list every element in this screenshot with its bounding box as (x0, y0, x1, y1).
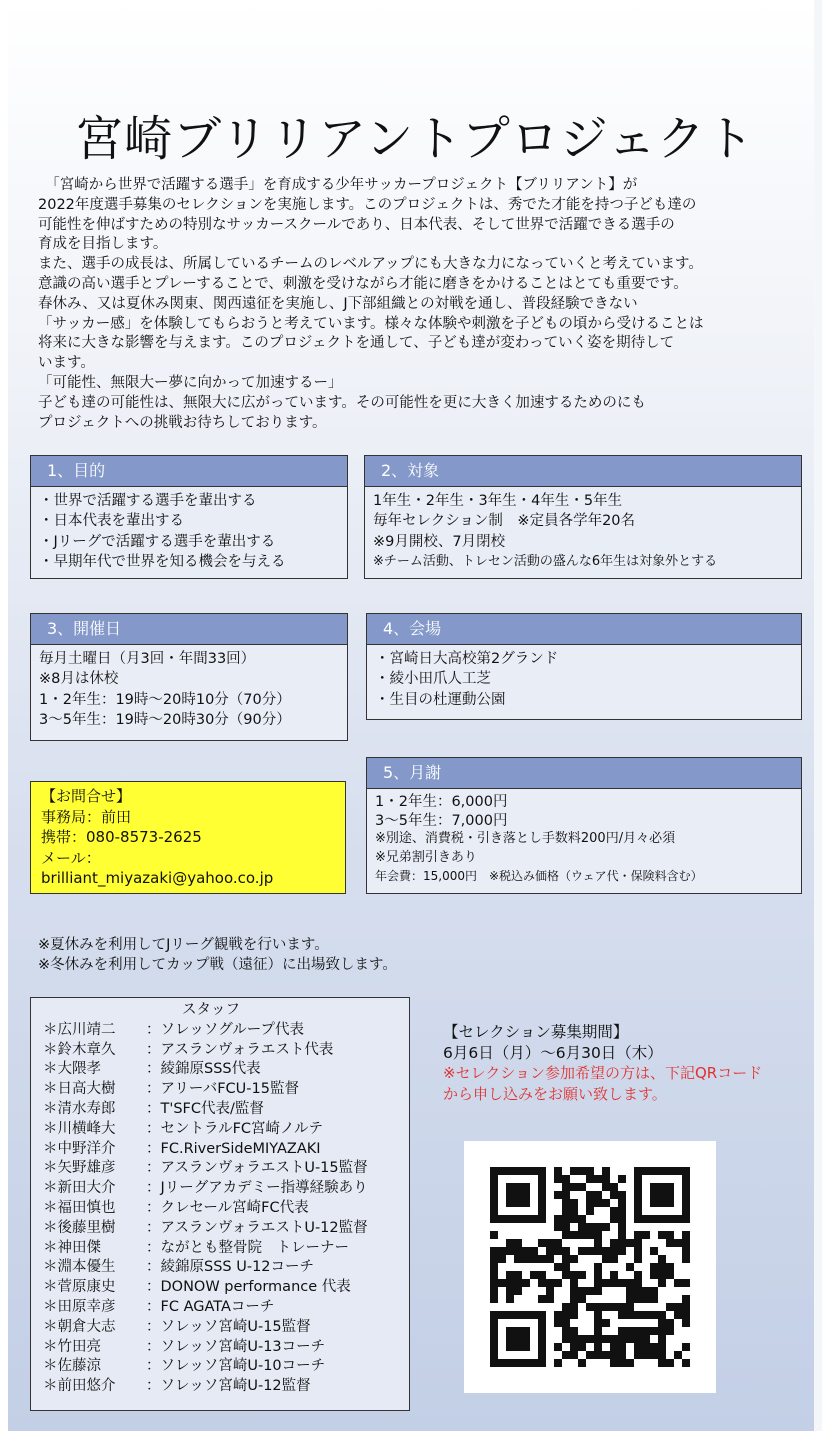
note-line: ※冬休みを利用してカップ戦（遠征）に出場致します。 (38, 957, 397, 973)
target-line: 1年生・2年生・3年生・4年生・5年生 (373, 493, 623, 509)
fee-body (367, 789, 801, 890)
fee-line: 年会費：15,000円 ※税込み価格（ウェア代・保険料含む） (375, 869, 703, 883)
staff-name: ＊日高大樹 (43, 1081, 116, 1098)
fee-line: 1・2年生：6,000円 (375, 794, 508, 810)
selection-info (443, 1022, 762, 1104)
page-title: 宮崎ブリリアントプロジェクト (75, 111, 755, 167)
intro-line: 春休み、又は夏休み関東、関西遠征を実施し、J下部組織との対戦を通し、普段経験できない (38, 295, 638, 312)
target-box (364, 455, 802, 579)
staff-row (43, 1239, 409, 1259)
staff-row (43, 1021, 409, 1041)
venue-item: ・宮崎日大高校第2グランド (375, 651, 559, 667)
contact-mail-label: メール： (41, 848, 101, 867)
venue-item: ・生目の杜運動公園 (375, 691, 506, 708)
staff-name: ＊後藤里樹 (43, 1219, 116, 1236)
staff-name: ＊神田傑 (43, 1239, 101, 1256)
staff-row (43, 1219, 409, 1239)
staff-name: ＊菅原康史 (43, 1279, 116, 1296)
target-line: ※チーム活動、トレセン活動の盛んな6年生は対象外とする (373, 553, 718, 569)
staff-role: ：ソレッソグループ代表 (146, 1021, 305, 1038)
dates-body (31, 645, 347, 734)
staff-role: ：T'SFC代表/監督 (146, 1100, 264, 1117)
target-line: ※9月開校、7月閉校 (373, 533, 506, 550)
staff-role: ：アスランヴォラエストU-15監督 (146, 1160, 368, 1177)
staff-row (43, 1357, 409, 1377)
staff-role: ：ながとも整骨院 トレーナー (146, 1239, 349, 1256)
staff-box (30, 997, 410, 1411)
intro-line: います。 (38, 355, 95, 372)
staff-role: ：綾錦原SSS代表 (146, 1061, 261, 1078)
fee-line: 3～5年生：7,000円 (375, 812, 508, 829)
intro-line: 「宮崎から世界で活躍する選手」を育成する少年サッカープロジェクト【ブリリアント】が (38, 177, 638, 193)
venue-body (367, 645, 801, 714)
notes (38, 935, 397, 975)
staff-name: ＊川横峰大 (43, 1120, 116, 1137)
staff-row (43, 1258, 409, 1278)
staff-role: ：アリーバFCU-15監督 (146, 1081, 299, 1098)
staff-name: ＊中野洋介 (43, 1140, 116, 1157)
staff-row (43, 1199, 409, 1219)
note-line: ※夏休みを利用してJリーグ観戦を行います。 (38, 937, 329, 953)
dates-box (30, 613, 348, 741)
staff-name: ＊清水寿郎 (43, 1100, 116, 1117)
staff-name: ＊鈴木章久 (43, 1041, 116, 1058)
fee-heading: 5、月謝 (367, 758, 801, 789)
intro-text (38, 176, 818, 433)
purpose-item: ・世界で活躍する選手を輩出する (39, 493, 257, 509)
target-body (365, 487, 801, 576)
dates-line: 1・2年生：19時～20時10分（70分） (39, 691, 291, 708)
intro-line: 「可能性、無限大ー夢に向かって加速するー」 (38, 374, 343, 391)
staff-name: ＊広川靖二 (43, 1021, 116, 1038)
staff-name: ＊前田悠介 (43, 1378, 116, 1395)
staff-row (43, 1060, 409, 1080)
selection-heading: 【セレクション募集期間】 (443, 1023, 629, 1041)
staff-row (43, 1338, 409, 1358)
staff-row (43, 1080, 409, 1100)
fee-line: ※兄弟割引きあり (375, 849, 477, 865)
staff-row (43, 1120, 409, 1140)
selection-period: 6月6日（月）～6月30日（木） (443, 1043, 663, 1062)
intro-line: 育成を目指します。 (38, 236, 168, 253)
target-heading: 2、対象 (365, 456, 801, 487)
intro-line: 将来に大きな影響を与えます。このプロジェクトを通して、子ども達が変わっていく姿を期待して (38, 335, 675, 352)
staff-role: ：FC AGATAコーチ (146, 1298, 275, 1315)
staff-role: ：ソレッソ宮崎U-10コーチ (146, 1358, 326, 1375)
purpose-item: ・Jリーグで活躍する選手を輩出する (39, 533, 276, 550)
dates-line: 3～5年生：19時～20時30分（90分） (39, 711, 291, 728)
staff-role: ：ソレッソ宮崎U-15監督 (146, 1318, 311, 1335)
flyer (8, 0, 822, 1431)
staff-row (43, 1179, 409, 1199)
purpose-body (31, 487, 347, 576)
purpose-item: ・日本代表を輩出する (39, 513, 184, 530)
staff-name: ＊淵本優生 (43, 1259, 116, 1276)
staff-name: ＊新田大介 (43, 1180, 116, 1197)
purpose-item: ・早期年代で世界を知る機会を与える (39, 553, 286, 570)
purpose-box (30, 455, 348, 579)
staff-name: ＊矢野雄彦 (43, 1160, 116, 1177)
intro-line: 意識の高い選手とプレーすることで、刺激を受けながら才能に磨きをかけることはとても重要です。 (38, 275, 688, 292)
intro-line: また、選手の成長は、所属しているチームのレベルアップにも大きな力になっていくと考えています。 (38, 256, 703, 273)
intro-line: 子ども達の可能性は、無限大に広がっています。その可能性を更に大きく加速するためのにも (38, 394, 646, 411)
staff-name: ＊福田慎也 (43, 1199, 116, 1216)
target-line: 毎年セレクション制 ※定員各学年20名 (373, 513, 636, 530)
staff-heading: スタッフ (182, 1002, 240, 1018)
selection-note: から申し込みをお願い致します。 (443, 1084, 667, 1103)
staff-row (43, 1318, 409, 1338)
staff-name: ＊朝倉大志 (43, 1318, 116, 1335)
intro-line: 2022年度選手募集のセレクションを実施します。このプロジェクトは、秀でた才能を持つ子ども達の (38, 196, 697, 213)
venue-item: ・綾小田爪人工芝 (375, 671, 491, 688)
intro-line: プロジェクトへの挑戦お待ちしております。 (38, 414, 327, 431)
dates-heading: 3、開催日 (31, 614, 347, 645)
venue-box (366, 613, 802, 720)
intro-line: 可能性を伸ばすための特別なサッカースクールであり、日本代表、そして世界で活躍できる選手の (38, 216, 675, 233)
venue-heading: 4、会場 (367, 614, 801, 645)
staff-role: ：ソレッソ宮崎U-13コーチ (146, 1338, 326, 1355)
staff-name: ＊田原幸彦 (43, 1298, 116, 1315)
intro-line: 「サッカー感」を体験してもらおうと考えています。様々な体験や刺激を子どもの頃から受けることは (38, 315, 704, 332)
dates-line: ※8月は休校 (39, 671, 119, 688)
qr-code-svg (464, 1141, 716, 1393)
staff-row (43, 1278, 409, 1298)
staff-row (43, 1159, 409, 1179)
dates-line: 毎月土曜日（月3回・年間33回） (39, 651, 256, 667)
staff-role: ：綾錦原SSS U-12コーチ (146, 1259, 315, 1276)
staff-row (43, 1041, 409, 1061)
fee-box (366, 757, 802, 894)
staff-name: ＊佐藤涼 (43, 1358, 101, 1375)
staff-name: ＊竹田亮 (43, 1338, 101, 1355)
contact-email-link[interactable]: brilliant_miyazaki@yahoo.co.jp (41, 869, 274, 887)
staff-role: ：ソレッソ宮崎U-12監督 (146, 1378, 311, 1395)
staff-row (43, 1140, 409, 1160)
purpose-heading: 1、目的 (31, 456, 347, 487)
contact-heading: 【お問合せ】 (41, 787, 132, 805)
staff-row (43, 1100, 409, 1120)
qr-code-icon[interactable] (464, 1141, 716, 1393)
staff-row (43, 1298, 409, 1318)
staff-role: ：セントラルFC宮崎ノルテ (146, 1120, 323, 1137)
staff-role: ：クレセール宮崎FC代表 (146, 1199, 309, 1216)
staff-role: ：FC.RiverSideMIYAZAKI (146, 1140, 321, 1157)
contact-phone[interactable]: 携帯：080-8573-2625 (41, 828, 202, 846)
staff-row (43, 1377, 409, 1397)
staff-name: ＊大隈孝 (43, 1061, 101, 1078)
contact-box (30, 781, 346, 894)
staff-role: ：アスランヴォラエストU-12監督 (146, 1219, 368, 1236)
staff-role: ：Jリーグアカデミー指導経験あり (146, 1180, 368, 1197)
staff-role: ：アスランヴォラエスト代表 (146, 1041, 334, 1058)
fee-line: ※別途、消費税・引き落とし手数料200円/月々必須 (375, 831, 676, 846)
selection-note: ※セレクション参加希望の方は、下記QRコード (443, 1064, 763, 1082)
contact-office: 事務局：前田 (41, 807, 132, 826)
staff-role: ：DONOW performance 代表 (146, 1279, 351, 1296)
